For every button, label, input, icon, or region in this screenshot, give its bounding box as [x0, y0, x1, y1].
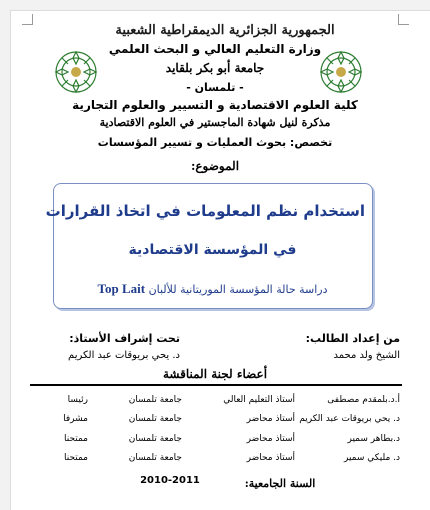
jury-member-rank: أستاذ محاضر [246, 434, 295, 444]
top-ruler [0, 0, 430, 11]
jury-member-name: د. مليكي سمير [343, 453, 400, 463]
crop-mark-top-right [398, 14, 409, 25]
jury-member-role: مشرفا [63, 414, 88, 424]
case-study-label: دراسة حالة المؤسسة الموريتانية للألبان [148, 283, 328, 296]
jury-member-name: د. يحي بريوقات عبد الكريم [299, 414, 400, 424]
crop-mark-top-left [22, 14, 33, 25]
jury-member-role: ممتحنا [63, 453, 88, 463]
jury-member-rank: أستاذ التعليم العالي [223, 395, 295, 405]
academic-year-value: 2010-2011 [140, 475, 200, 486]
left-ruler [0, 10, 11, 510]
jury-divider [30, 384, 402, 386]
academic-year-label: السنة الجامعية: [244, 477, 316, 490]
student-label: من إعداد الطالب: [305, 332, 400, 345]
ministry-line: وزارة التعليم العالي و البحث العلمي [108, 42, 322, 56]
jury-member-name: د.بطاهر سمير [347, 434, 400, 444]
jury-member-rank: أستاذ محاضر [246, 453, 295, 463]
jury-member-university: جامعة تلمسان [128, 434, 182, 444]
faculty-line: كلية العلوم الاقتصادية و التسيير والعلوم التجارية [72, 98, 358, 112]
republic-heading: الجمهورية الجزائرية الديمقراطية الشعبية [115, 23, 335, 38]
brand-name: Top Lait [97, 281, 146, 296]
jury-member-university: جامعة تلمسان [128, 395, 182, 405]
title-line-3 [60, 282, 365, 295]
jury-member-rank: أستاذ محاضر [246, 414, 295, 424]
supervisor-label: تحت إشراف الأستاذ: [69, 332, 180, 345]
title-line-2: في المؤسسة الاقتصادية [128, 242, 297, 258]
title-line-1: استخدام نظم المعلومات في اتخاذ القرارات [45, 202, 365, 220]
topic-label: الموضوع: [190, 159, 240, 173]
jury-title: أعضاء لجنة المناقشة [162, 367, 268, 381]
jury-member-name: أ.د.بلمقدم مصطفى [327, 395, 400, 405]
jury-member-role: رئيسا [67, 395, 88, 405]
specialty-line: تخصص: بحوث العمليات و تسيير المؤسسات [97, 136, 333, 149]
university-name: جامعة أبو بكر بلقايد [165, 61, 265, 75]
supervisor-name: د. يحي بريوقات عبد الكريم [68, 350, 180, 361]
jury-member-university: جامعة تلمسان [128, 414, 182, 424]
thesis-type-line: مذكرة لنيل شهادة الماجستير في العلوم الاقتصادية [99, 116, 331, 129]
student-name: الشيخ ولد محمد [333, 350, 400, 361]
jury-member-university: جامعة تلمسان [128, 453, 182, 463]
university-seal-right-icon [313, 48, 369, 96]
jury-member-role: ممتحنا [63, 434, 88, 444]
city-line: - تلمسان - [186, 81, 244, 94]
university-seal-left-icon [48, 48, 104, 96]
